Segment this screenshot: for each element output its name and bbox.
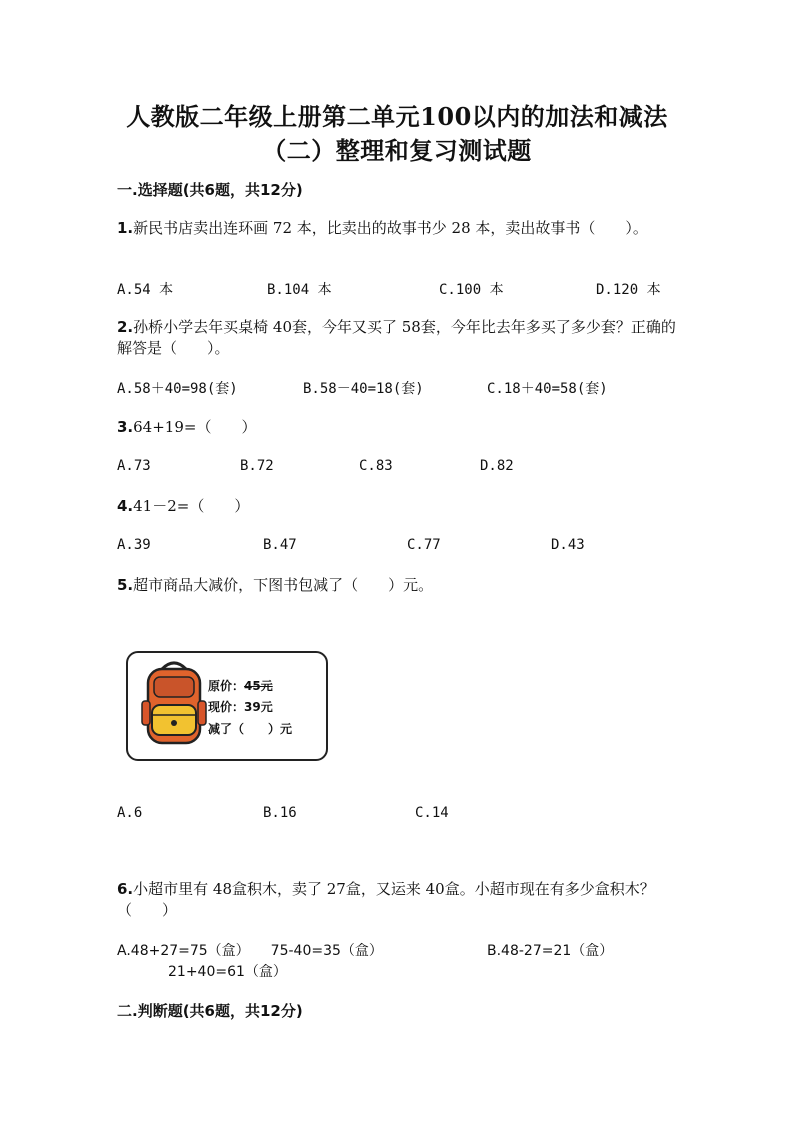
option-d: D.43 bbox=[551, 537, 585, 553]
question-number: 1. bbox=[117, 219, 134, 237]
option-b: B.72 bbox=[240, 458, 274, 474]
option-b: B.16 bbox=[263, 805, 297, 821]
original-price-value: 45元 bbox=[244, 679, 273, 693]
original-price bbox=[208, 677, 273, 694]
price-tag-figure bbox=[126, 651, 328, 761]
question-6 bbox=[117, 879, 677, 921]
option-a: A.48+27=75（盒） 75-40=35（盒） bbox=[117, 943, 383, 959]
question-text: 超市商品大减价，下图书包减了（ ）元。 bbox=[133, 576, 434, 594]
option-a: A.39 bbox=[117, 537, 151, 553]
option-b: B.48-27=21（盒） bbox=[487, 943, 614, 959]
current-price bbox=[208, 698, 273, 715]
question-text: 新民书店卖出连环画 72 本，比卖出的故事书少 28 本，卖出故事书（ ）。 bbox=[133, 219, 648, 237]
reduced-amount: 减了（ ）元 bbox=[208, 722, 293, 736]
option-c: C.77 bbox=[407, 537, 441, 553]
section-heading-choice: 一.选择题(共6题，共12分) bbox=[117, 181, 303, 199]
option-c: C.100 本 bbox=[439, 282, 504, 298]
option-b: B.47 bbox=[263, 537, 297, 553]
option-a: A.6 bbox=[117, 805, 143, 821]
option-c: C.14 bbox=[415, 805, 449, 821]
question-number: 4. bbox=[117, 497, 134, 515]
option-a-continued: 21+40=61（盒） bbox=[168, 964, 287, 980]
option-d: D.120 本 bbox=[596, 282, 661, 298]
question-text: 64+19=（ ） bbox=[133, 418, 257, 436]
question-1 bbox=[117, 218, 677, 239]
section-heading-judgement: 二.判断题(共6题，共12分) bbox=[117, 1002, 303, 1020]
question-number: 3. bbox=[117, 418, 134, 436]
question-5 bbox=[117, 575, 677, 596]
option-a: A.73 bbox=[117, 458, 151, 474]
question-2 bbox=[117, 317, 677, 359]
option-c: C.18＋40=58(套) bbox=[487, 381, 608, 397]
question-4 bbox=[117, 496, 677, 517]
page-title-line2: （二）整理和复习测试题 bbox=[262, 136, 532, 165]
question-number: 5. bbox=[117, 576, 134, 594]
current-price-value: 39元 bbox=[244, 700, 273, 714]
option-a: A.54 本 bbox=[117, 282, 174, 298]
question-number: 6. bbox=[117, 880, 134, 898]
original-price-label: 原价： bbox=[208, 679, 245, 693]
option-b: B.58－40=18(套) bbox=[303, 381, 424, 397]
option-c: C.83 bbox=[359, 458, 393, 474]
current-price-label: 现价： bbox=[208, 700, 245, 714]
backpack-icon bbox=[134, 655, 214, 755]
option-d: D.82 bbox=[480, 458, 514, 474]
option-b: B.104 本 bbox=[267, 282, 332, 298]
question-3 bbox=[117, 417, 677, 438]
option-a: A.58＋40=98(套) bbox=[117, 381, 238, 397]
page-title-line1: 人教版二年级上册第二单元100以内的加法和减法 bbox=[126, 102, 668, 131]
question-number: 2. bbox=[117, 318, 134, 336]
question-text: 41－2=（ ） bbox=[133, 497, 250, 515]
question-text: 小超市里有 48盒积木，卖了 27盒，又运来 40盒。小超市现在有多少盒积木？（ ） bbox=[117, 880, 655, 919]
question-text: 孙桥小学去年买桌椅 40套，今年又买了 58套，今年比去年多买了多少套？正确的解答是（ ）。 bbox=[117, 318, 676, 357]
